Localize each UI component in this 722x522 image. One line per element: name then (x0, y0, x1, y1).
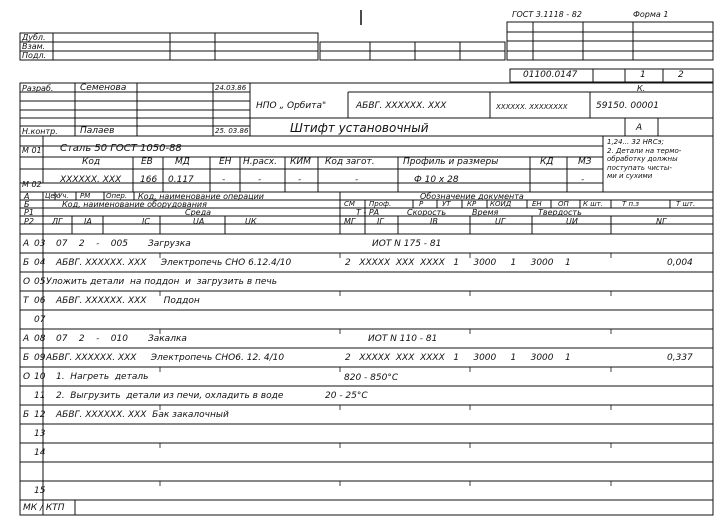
row-number: 13 (34, 429, 46, 439)
legend-r: Р (419, 200, 424, 208)
row-document: ИОТ N 175 - 81 (372, 239, 442, 249)
row-number: 10 (34, 372, 46, 382)
legend-koid: КОИД (490, 200, 512, 208)
legend-a-label: А (24, 192, 30, 201)
m02-en: - (222, 175, 226, 185)
m02-n-rash: - (258, 175, 262, 185)
row-temperature: 820 - 850°С (344, 373, 399, 383)
legend-ic: IС (142, 217, 150, 226)
col-profile: Профиль и размеры (403, 157, 499, 167)
row-letter: А (23, 239, 30, 249)
row-number: 05 (34, 277, 46, 287)
vzam-label: Взам. (22, 42, 46, 51)
k-label: К. (637, 84, 646, 93)
row-letter: Б (23, 258, 30, 268)
legend-kod-operacii: Код, наименование операции (138, 192, 264, 201)
m02-label: М 02 (22, 180, 42, 189)
row-text: АБВГ. XXXXXX. XXX Электропечь СНО 6.12.4/10 (56, 258, 292, 268)
row-text: АБВГ. XXXXXX. XXX Бак закалочный (56, 410, 229, 420)
legend-op: ОП (558, 200, 569, 208)
dubl-label: Дубл. (22, 33, 46, 42)
legend-en: ЕН (532, 200, 542, 208)
legend-k-sht: К шт. (583, 200, 603, 208)
row-letter: Б (23, 410, 30, 420)
row-text: 07 2 - 005 Загрузка (56, 239, 191, 249)
razrab-date: 24.03.86 (215, 84, 247, 92)
row-number: 14 (34, 448, 46, 458)
material-spec: Сталь 50 ГОСТ 1050-88 (60, 143, 182, 154)
note-line-2: 2. Детали на термо- (607, 147, 682, 155)
row-number: 07 (34, 315, 46, 325)
nkontr-name: Палаев (80, 126, 115, 136)
legend-uch: Уч. (58, 192, 69, 200)
note-line-3: обработку должны (607, 155, 678, 163)
standard-ref: ГОСТ 3.1118 - 82 (512, 10, 582, 19)
m02-mz: - (581, 175, 585, 185)
podl-label: Подл. (22, 51, 47, 60)
dubl-box (20, 33, 318, 60)
detail-code: АБВГ. XXXXXX. XXX (356, 101, 447, 111)
row-t-sht: 0,004 (667, 258, 693, 268)
document-code: 01100.0147 (523, 70, 578, 80)
row-letter: А (23, 334, 30, 344)
col-kod-zagot: Код загот. (325, 157, 375, 167)
col-mz: МЗ (578, 157, 592, 167)
col-n-rash: Н.расх. (243, 157, 277, 167)
col-ev: ЕВ (141, 157, 153, 167)
legend-kod-oborudovaniya: Код, наименование оборудования (62, 200, 207, 209)
legend-ib: IВ (430, 217, 438, 226)
row-text: 1. Нагреть деталь (56, 372, 149, 382)
legend-ceh: Цех (45, 192, 59, 200)
legend-p1-label: Р1 (24, 208, 34, 217)
m02-md: 0.117 (168, 175, 194, 185)
legend-t-sht: Т шт. (676, 200, 696, 208)
row-number: 11 (34, 391, 46, 401)
legend-p2-label: Р2 (24, 217, 34, 226)
row-text: Уложить детали на поддон и загрузить в печь (46, 277, 278, 287)
m01-label: М 01 (22, 146, 42, 155)
row-text: АБВГ. XXXXXX. XXX Электропечь СНО6. 12. 4/10 (46, 353, 285, 363)
legend-kr: КР (467, 200, 477, 208)
form-number: Форма 1 (633, 10, 669, 19)
legend-sreda: Среда (185, 208, 212, 217)
col-md: МД (175, 157, 190, 167)
legend-mg: МГ (344, 217, 356, 226)
nkontr-date: 25. 03.86 (215, 127, 249, 135)
row-number: 15 (34, 486, 46, 496)
m02-ev: 166 (140, 175, 158, 185)
row-number: 08 (34, 334, 46, 344)
legend-t-ra: Т - РА (356, 208, 380, 217)
razrab-name: Семенова (80, 83, 127, 93)
row-number: 03 (34, 239, 46, 249)
legend-b-label: Б (24, 200, 30, 209)
row-values: 2 XXXXX XXX XXXX 1 3000 1 3000 1 (345, 353, 571, 363)
legend-rm: РМ (80, 192, 91, 200)
legend-skorost: Скорость (407, 208, 447, 217)
document-title: Штифт установочный (290, 121, 429, 135)
col-en: ЕН (219, 157, 232, 167)
legend-ua: UА (193, 217, 205, 226)
sheet-number: 1 (640, 70, 646, 80)
col-kod: Код (82, 157, 101, 167)
row-letter: О (23, 277, 31, 287)
legend-vremya: Время (472, 208, 499, 217)
footer-mk-ktp: МК / КТП (23, 503, 65, 513)
row-text: АБВГ. XXXXXX. XXX Поддон (56, 296, 200, 306)
row-letter: О (23, 372, 31, 382)
col-kim: КИМ (290, 157, 311, 167)
row-t-sht: 0,337 (667, 353, 693, 363)
x-code: XXXXXX. XXXXXXXX (496, 103, 568, 111)
nkontr-label: Н.контр. (22, 127, 58, 136)
m02-kod-zagot: - (355, 175, 359, 185)
sheets-total: 2 (678, 70, 684, 80)
legend-ia: IА (84, 217, 92, 226)
row-document: ИОТ N 110 - 81 (368, 334, 438, 344)
m02-profile: Ф 10 х 28 (414, 175, 459, 185)
legend-ui: UИ (566, 217, 578, 226)
legend-oboznachenie: Обозначение документа (420, 192, 524, 201)
row-temperature: 20 - 25°С (325, 391, 368, 401)
legend-ng: NГ (656, 217, 667, 226)
legend-tverdost: Твердость (538, 208, 582, 217)
row-text: 07 2 - 010 Закалка (56, 334, 187, 344)
legend-ut: УТ (442, 200, 451, 208)
legend-oper: Опер. (106, 192, 128, 200)
organization: НПО „ Орбита" (256, 101, 327, 111)
col-kd: КД (540, 157, 554, 167)
note-line-4: поступать чисты- (607, 164, 672, 172)
code-2: 59150. 00001 (596, 101, 659, 111)
row-values: 2 XXXXX XXX XXXX 1 3000 1 3000 1 (345, 258, 571, 268)
legend-sm: СМ (344, 200, 355, 208)
legend-uk: UК (245, 217, 257, 226)
row-text: 2. Выгрузить детали из печи, охладить в воде (56, 391, 284, 401)
legend-ig: IГ (377, 217, 384, 226)
legend-t-pz: Т п.з (622, 200, 640, 208)
row-number: 06 (34, 296, 46, 306)
razrab-label: Разраб. (22, 84, 54, 93)
legend-prof: Проф. (369, 200, 392, 208)
m02-kim: - (298, 175, 302, 185)
note-line-5: ми и сухими (607, 172, 653, 180)
legend-lg: ЛГ (52, 217, 63, 226)
row-number: 09 (34, 353, 46, 363)
note-line-1: 1,24... 32 HRCэ; (607, 138, 664, 146)
legend-ug: UГ (495, 217, 506, 226)
letter-a: А (636, 123, 643, 133)
row-number: 04 (34, 258, 46, 268)
row-letter: Т (23, 296, 29, 306)
row-number: 12 (34, 410, 46, 420)
row-letter: Б (23, 353, 30, 363)
m02-code: XXXXXX. XXX (60, 175, 122, 185)
